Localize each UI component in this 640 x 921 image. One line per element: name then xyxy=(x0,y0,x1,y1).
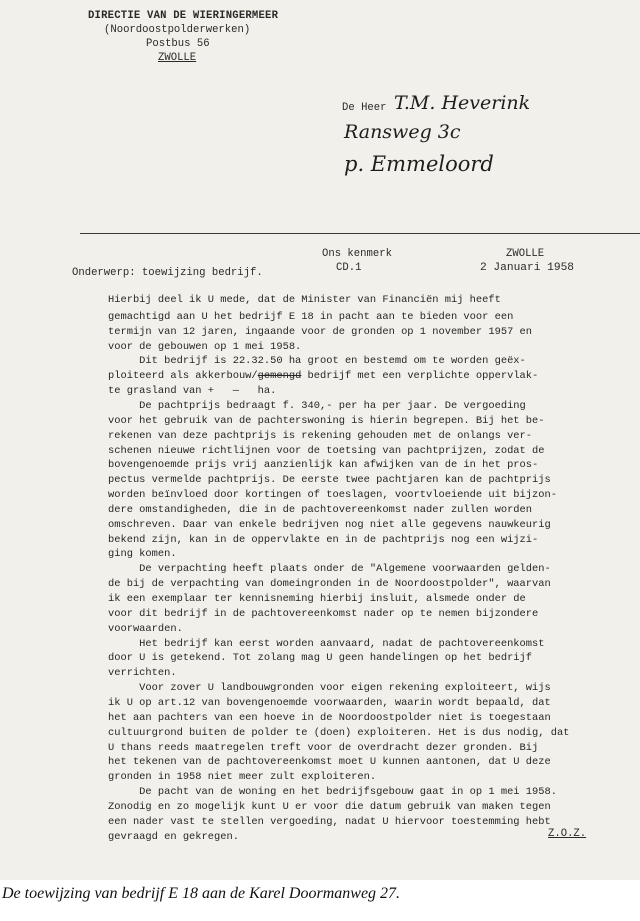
sender-line-2: (Noordoostpolderwerken) xyxy=(104,24,251,36)
body-line: De pachtprijs bedraagt f. 340,- per ha per jaar. De vergoeding xyxy=(108,399,526,412)
body-line: bovengenoemde prijs vrij aanzienlijk kan afwijken van de in het pros- xyxy=(108,459,539,472)
body-line: Zonodig en zo mogelijk kunt U er voor die datum gebruik van maken tegen xyxy=(108,800,551,813)
struck-word: gemengd xyxy=(257,370,302,383)
body-line: ging komen. xyxy=(108,548,177,561)
body-line: voor dit bedrijf in de pachtovereenkomst nader op te nemen bijzondere xyxy=(108,607,539,620)
body-line: Hierbij deel ik U mede, dat de Minister van Financiën mij heeft xyxy=(108,294,501,306)
body-line: voorwaarden. xyxy=(108,622,183,635)
body-line: Het bedrijf kan eerst worden aanvaard, nadat de pachtovereenkomst xyxy=(108,637,545,650)
body-line: bekend zijn, kan in de oppervlakte en in de pachtprijs nog een wijzi- xyxy=(108,533,539,546)
body-line: dere omstandigheden, die in de pachtovereenkomst nader zullen worden xyxy=(108,503,533,516)
body-line: Voor zover U landbouwgronden voor eigen rekening exploiteert, wijs xyxy=(108,682,551,695)
body-line: voor het gebruik van de pachterswoning is hierin begrepen. Bij het be- xyxy=(108,414,545,427)
body-line: De verpachting heeft plaats onder de "Algemene voorwaarden gelden- xyxy=(108,563,551,576)
recipient-name: T.M. Heverink xyxy=(394,92,531,114)
sender-line-4: ZWOLLE xyxy=(158,52,197,64)
body-line: de bij de verpachting van domeingronden in de Noordoostpolder", waarvan xyxy=(108,578,551,591)
reference-date: 2 Januari 1958 xyxy=(480,262,574,274)
body-line: gevraagd en gekregen. xyxy=(108,830,239,843)
body-line: omschreven. Daar van enkele bedrijven nog niet alle gegevens nauwkeurig xyxy=(108,518,551,531)
body-line: voor de gebouwen op 1 mei 1958. xyxy=(108,340,302,353)
body-line: pectus vermelde pachtprijs. De eerste twee pachtjaren kan de pachtprijs xyxy=(108,474,551,487)
body-line: het tekenen van de pachtovereenkomst moet U kunnen aantonen, dat U deze xyxy=(108,756,551,769)
kenmerk-value: CD.1 xyxy=(336,262,362,274)
body-line: termijn van 12 jaren, ingaande voor de gronden op 1 november 1957 en xyxy=(108,325,533,338)
body-line: worden beïnvloed door kortingen of toeslagen, voortvloeiende uit bijzon- xyxy=(108,489,557,502)
body-line: ploiteerd als akkerbouw/gemengd bedrijf met een verplichte oppervlak- xyxy=(108,370,539,383)
header-divider xyxy=(80,233,640,234)
body-line: ik een exemplaar ter kennisneming hierbij insluit, alsmede onder de xyxy=(108,593,526,605)
body-line: het aan pachters van een hoeve in de Noordoostpolder niet is toegestaan xyxy=(108,711,551,724)
body-line: een nader vast te stellen vergoeding, nadat U hiervoor toestemming hebt xyxy=(108,815,551,828)
recipient-street: Ransweg 3c xyxy=(344,121,461,143)
kenmerk-label: Ons kenmerk xyxy=(322,248,392,260)
body-line: verrichten. xyxy=(108,667,177,680)
body-line: Dit bedrijf is 22.32.50 ha groot en bestemd om te worden geëx- xyxy=(108,355,526,368)
body-line: schenen nieuwe richtlijnen voor de toetsing van pachtprijzen, zodat de xyxy=(108,444,545,457)
recipient-prefix: De Heer xyxy=(342,102,387,114)
sender-line-1: DIRECTIE VAN DE WIERINGERMEER xyxy=(88,10,279,22)
body-line: door U is getekend. Tot zolang mag U geen handelingen op het bedrijf xyxy=(108,652,533,665)
footer-mark: Z.O.Z. xyxy=(548,828,587,840)
body-line: gronden in 1958 niet meer zult exploiteren. xyxy=(108,771,377,784)
photo-caption: De toewijzing van bedrijf E 18 aan de Karel Doormanweg 27. xyxy=(2,885,401,902)
body-line: ik U op art.12 van bovengenoemde voorwaarden, waarin wordt bepaald, dat xyxy=(108,696,551,709)
body-line: cultuurgrond buiten de polder te (doen) exploiteren. Het is dus nodig, dat xyxy=(108,726,570,739)
recipient-town: p. Emmeloord xyxy=(344,152,494,176)
body-line: U thans reeds maatregelen treft voor de overdracht dezer gronden. Bij xyxy=(108,741,539,754)
body-line: De pacht van de woning en het bedrijfsgebouw gaat in op 1 mei 1958. xyxy=(108,786,557,799)
reference-place: ZWOLLE xyxy=(506,248,545,260)
body-line: te grasland van + — ha. xyxy=(108,385,277,398)
subject-line: Onderwerp: toewijzing bedrijf. xyxy=(72,267,263,279)
body-line: rekenen van deze pachtprijs is rekening gehouden met de onlangs ver- xyxy=(108,429,533,442)
sender-line-3: Postbus 56 xyxy=(146,38,210,50)
body-line: gemachtigd aan U het bedrijf E 18 in pacht aan te bieden voor een xyxy=(108,310,514,323)
